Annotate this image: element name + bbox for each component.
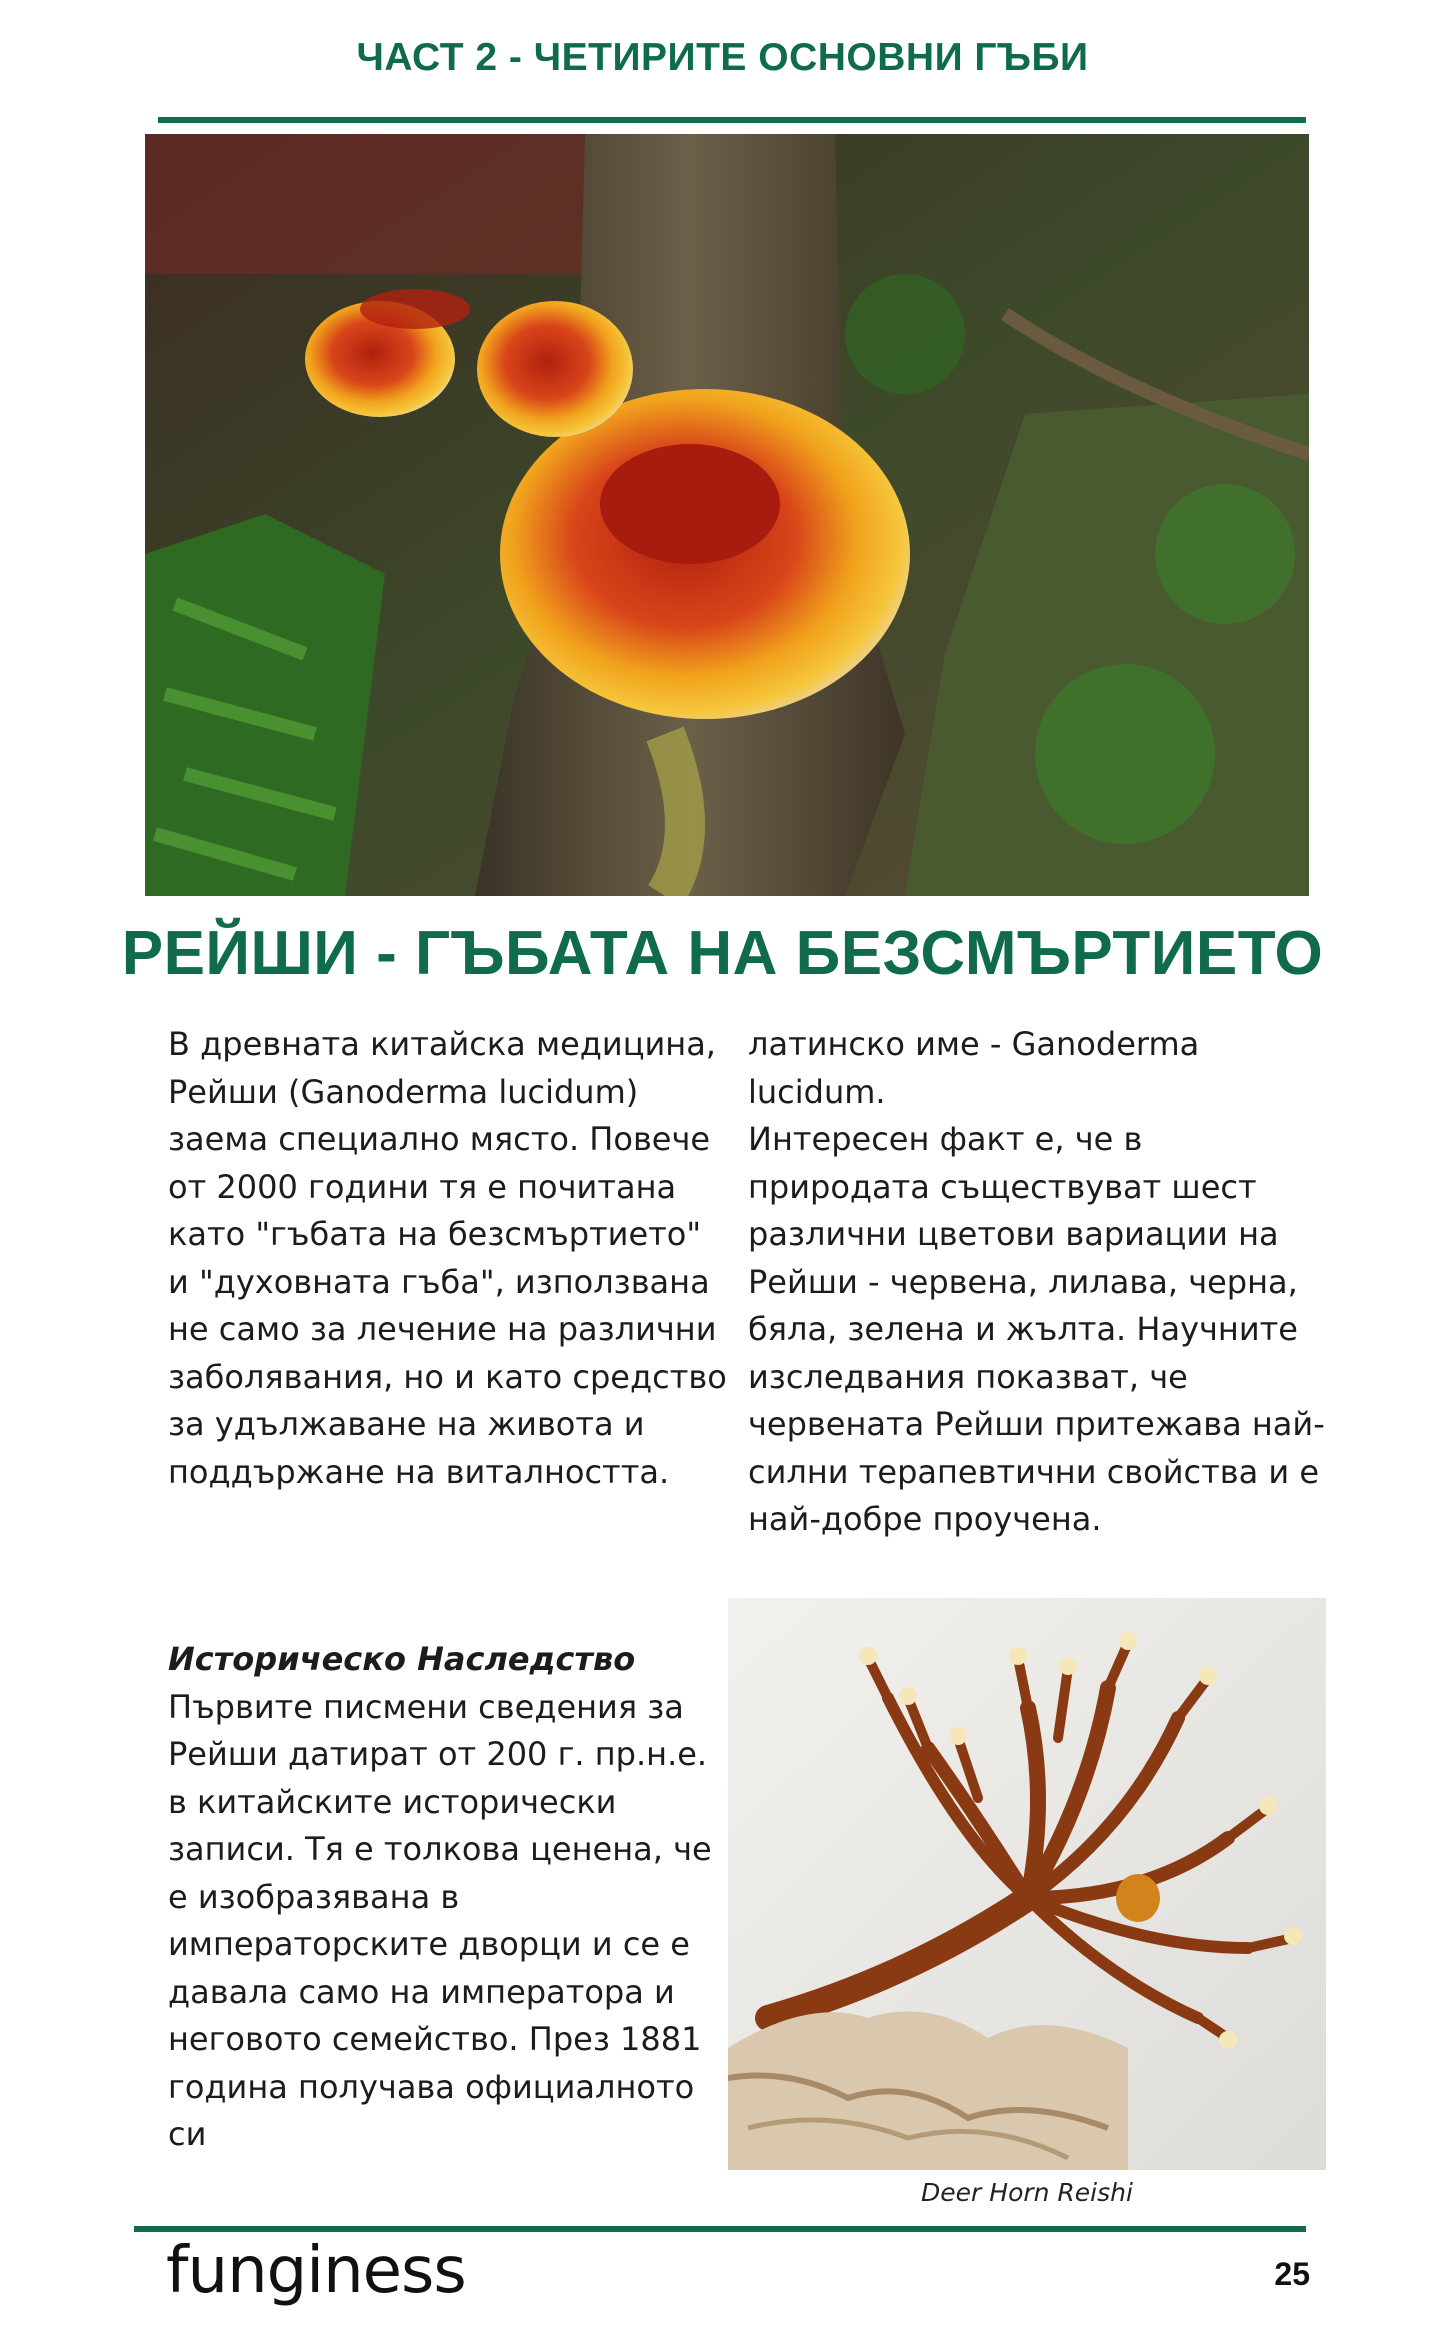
deer-horn-reishi-photo [728,1598,1326,2170]
footer-divider [134,2226,1306,2232]
chapter-title: ЧАСТ 2 - ЧЕТИРИТЕ ОСНОВНИ ГЪБИ [356,36,1089,79]
history-subheading: Историческо Наследство [168,1640,636,1678]
intro-column [168,1021,728,1496]
intro-paragraph: В древната китайска медицина, Рейши (Ganoderma lucidum) заема специално място. Повече от 2000 години тя е почитана като "гъбата на безсмъртието" и "духовната гъба", използвана не само за лечение на различни заболявания, но и като средство за удължаване на живота и поддържане на виталността. [168,1025,727,1491]
page-number: 25 [1274,2256,1310,2292]
hero-photo-reishi-on-tree [145,134,1309,896]
latin-name-line: латинско име - Ganoderma lucidum. [748,1025,1200,1111]
fact-paragraph: Интересен факт е, че в природата съществуват шест различни цветови вариации на Рейши - червена, лилава, черна, бяла, зелена и жълта. Научните изследвания показват, че червената Рейши притежава най-силни терапевтични свойства и е най-добре проучена. [748,1120,1325,1538]
photo-caption: Deer Horn Reishi [921,2178,1133,2207]
header-divider [158,117,1306,123]
brand-logo: funginess [166,2234,466,2308]
history-section [168,1636,728,2159]
right-column [748,1021,1328,1544]
history-paragraph: Първите писмени сведения за Рейши датират от 200 г. пр.н.е. в китайските исторически записи. Тя е толкова ценена, че е изобразявана в императорските дворци и се е давала само на императора и неговото семейство. През 1881 година получава официалното си [168,1687,712,2153]
article-title: РЕЙШИ - ГЪБАТА НА БЕЗСМЪРТИЕТО [121,919,1324,988]
